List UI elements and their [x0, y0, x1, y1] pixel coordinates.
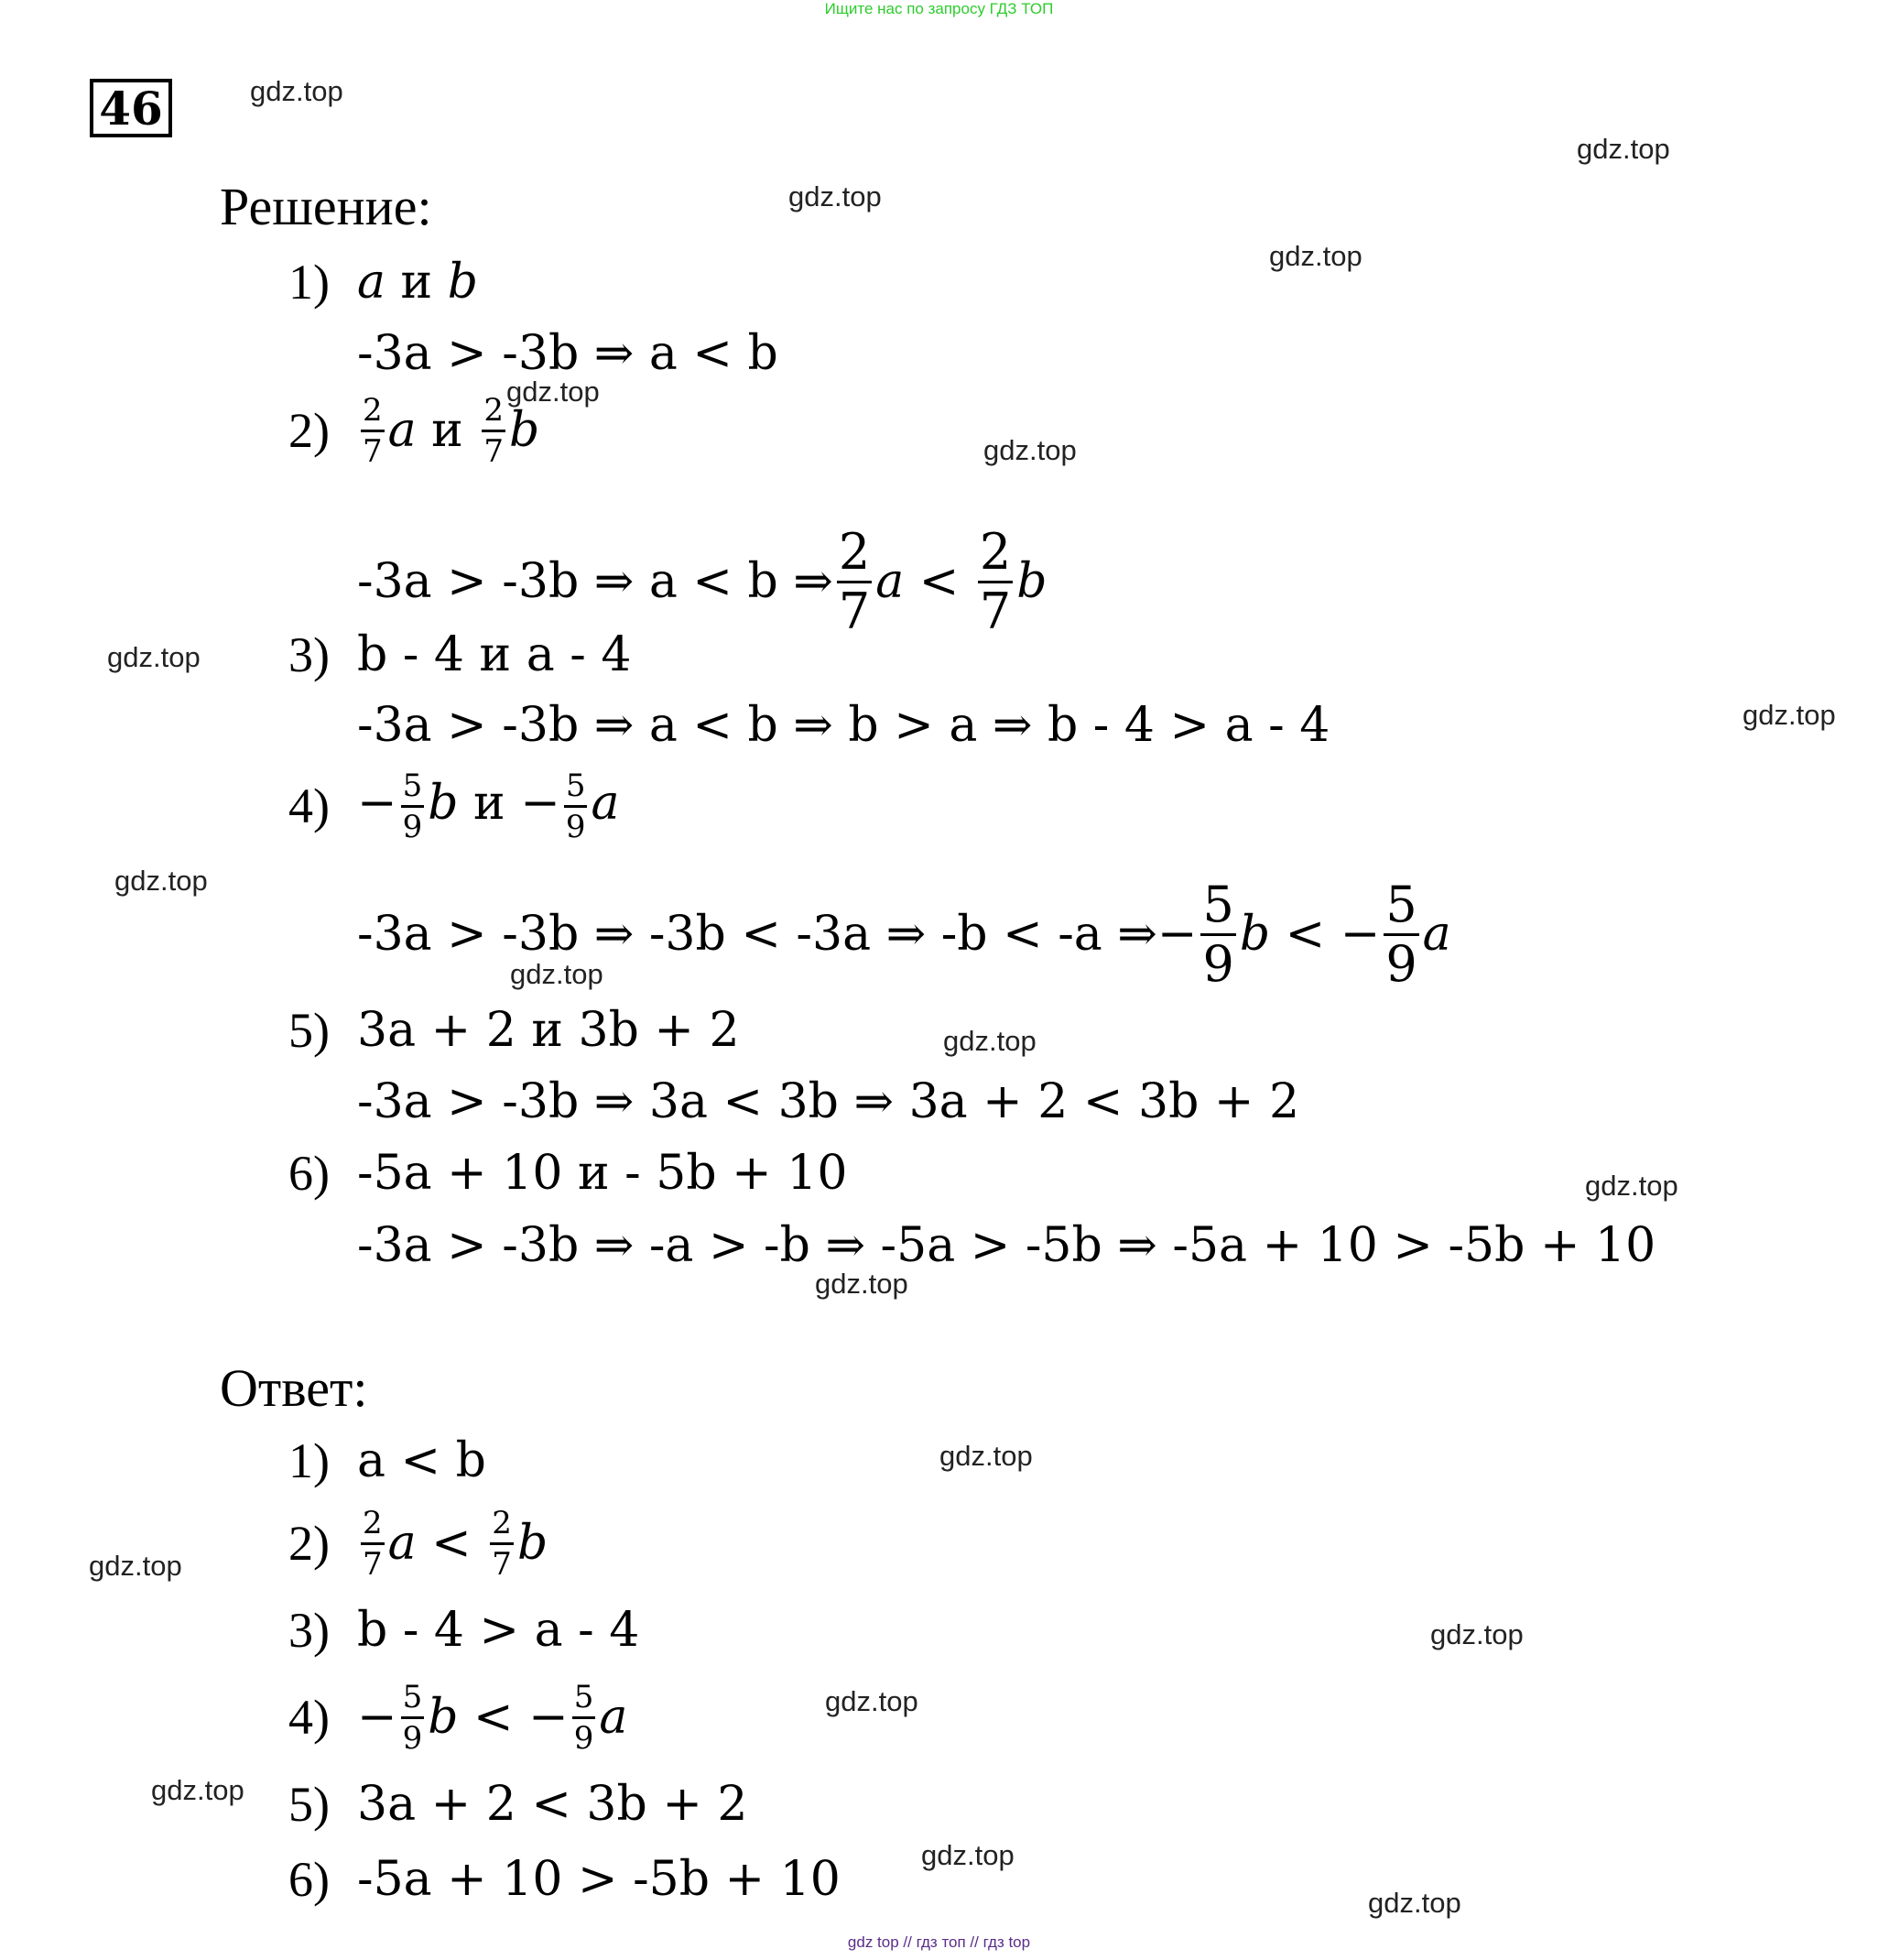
solution-5-pair: [288, 1003, 740, 1058]
watermark: gdz.top: [788, 180, 882, 212]
watermark: gdz.top: [921, 1839, 1015, 1871]
solution-3-pair: [288, 627, 631, 682]
solution-6-derivation: -3a > -3b ⇒ -a > -b ⇒ -5a > -5b ⇒ -5a + 10 > -5b + 10: [357, 1218, 1656, 1273]
fraction: $\frac{5}{9}$: [565, 767, 586, 845]
fraction: $\frac{5}{9}$: [402, 1678, 423, 1757]
answer-text: a < b: [357, 1433, 486, 1488]
answer-6: [288, 1852, 841, 1907]
fraction: $\frac{2}{7}$: [363, 391, 383, 470]
derivation-text: -3a > -3b ⇒ a < b ⇒: [357, 554, 833, 609]
item-label: 2): [288, 1516, 330, 1571]
item-label: 6): [288, 1852, 330, 1907]
pair-text: -5a + 10 и - 5b + 10: [357, 1146, 848, 1201]
watermark: gdz.top: [1368, 1887, 1461, 1919]
fraction: $\frac{5}{9}$: [573, 1678, 594, 1757]
watermark: gdz.top: [825, 1685, 918, 1717]
answer-2: 2) $\frac{2}{7}$ a < $\frac{2}{7}$ b: [288, 1504, 548, 1583]
answer-text: -5a + 10 > -5b + 10: [357, 1852, 841, 1907]
watermark: gdz.top: [114, 865, 208, 897]
answer-3: [288, 1603, 639, 1658]
task-number: 46: [90, 79, 172, 137]
solution-2-derivation: -3a > -3b ⇒ a < b ⇒ $\frac{2}{7}$ a < $\frac{2}{7}$ b: [357, 522, 1048, 640]
item-label: 3): [288, 627, 330, 682]
solution-6-pair: [288, 1146, 847, 1201]
pair-text: b - 4 и a - 4: [357, 627, 632, 682]
answer-1: [288, 1433, 486, 1488]
solution-4-derivation: -3a > -3b ⇒ -3b < -3a ⇒ -b < -a ⇒ − $\frac{5}{9}$ b < − $\frac{5}{9}$ a: [357, 875, 1451, 993]
fraction: $\frac{2}{7}$: [492, 1504, 512, 1583]
solution-1-derivation: -3a > -3b ⇒ a < b: [357, 326, 778, 381]
answer-text: b - 4 > a - 4: [357, 1603, 640, 1658]
footer-links: gdz top // гдз топ // гдз top: [847, 1933, 1031, 1951]
fraction: $\frac{5}{9}$: [1385, 875, 1417, 993]
pair-text: − $\frac{5}{9}$ b и − $\frac{5}{9}$ a: [357, 767, 620, 845]
watermark: gdz.top: [815, 1268, 908, 1300]
pair-text: a и b: [357, 255, 479, 310]
pair-text: 3a + 2 и 3b + 2: [357, 1003, 740, 1058]
solution-5-derivation: -3a > -3b ⇒ 3a < 3b ⇒ 3a + 2 < 3b + 2: [357, 1074, 1300, 1129]
solution-3-derivation: -3a > -3b ⇒ a < b ⇒ b > a ⇒ b - 4 > a - 4: [357, 698, 1330, 753]
fraction: $\frac{5}{9}$: [402, 767, 423, 845]
watermark: gdz.top: [1742, 699, 1836, 731]
derivation-text: -3a > -3b ⇒ -3b < -3a ⇒ -b < -a ⇒: [357, 907, 1157, 962]
item-label: 5): [288, 1003, 330, 1058]
fraction: $\frac{2}{7}$: [979, 522, 1012, 640]
watermark: gdz.top: [506, 376, 600, 408]
solution-2-pair: 2) $\frac{2}{7}$ a и $\frac{2}{7}$ b: [288, 391, 540, 470]
watermark: gdz.top: [151, 1774, 244, 1806]
item-label: 1): [288, 1433, 330, 1488]
watermark: gdz.top: [943, 1025, 1037, 1057]
answer-4: 4) − $\frac{5}{9}$ b < − $\frac{5}{9}$ a: [288, 1678, 628, 1757]
item-label: 5): [288, 1777, 330, 1832]
solution-1-pair: [288, 255, 478, 310]
watermark: gdz.top: [939, 1440, 1033, 1472]
answer-text: 3a + 2 < 3b + 2: [357, 1777, 748, 1832]
solution-heading: Решение:: [220, 177, 432, 236]
watermark: gdz.top: [1269, 240, 1362, 272]
watermark: gdz.top: [1430, 1618, 1524, 1650]
fraction: $\frac{2}{7}$: [483, 391, 505, 470]
fraction: $\frac{2}{7}$: [363, 1504, 383, 1583]
watermark: gdz.top: [983, 434, 1077, 466]
item-label: 3): [288, 1603, 330, 1658]
fraction: $\frac{2}{7}$: [838, 522, 871, 640]
fraction: $\frac{5}{9}$: [1202, 875, 1234, 993]
watermark: gdz.top: [1577, 133, 1670, 165]
item-label: 1): [288, 255, 330, 310]
top-banner: Ищите нас по запросу ГДЗ ТОП: [824, 0, 1054, 17]
item-label: 4): [288, 1690, 330, 1745]
watermark: gdz.top: [250, 75, 343, 107]
watermark: gdz.top: [107, 641, 201, 673]
solution-4-pair: [288, 767, 620, 845]
item-label: 6): [288, 1146, 330, 1201]
watermark: gdz.top: [510, 958, 603, 990]
answer-heading: Ответ:: [220, 1358, 368, 1418]
watermark: gdz.top: [89, 1550, 182, 1582]
answer-5: [288, 1777, 748, 1832]
item-label: 4): [288, 779, 330, 833]
watermark: gdz.top: [1585, 1170, 1678, 1202]
item-label: 2): [288, 403, 330, 458]
